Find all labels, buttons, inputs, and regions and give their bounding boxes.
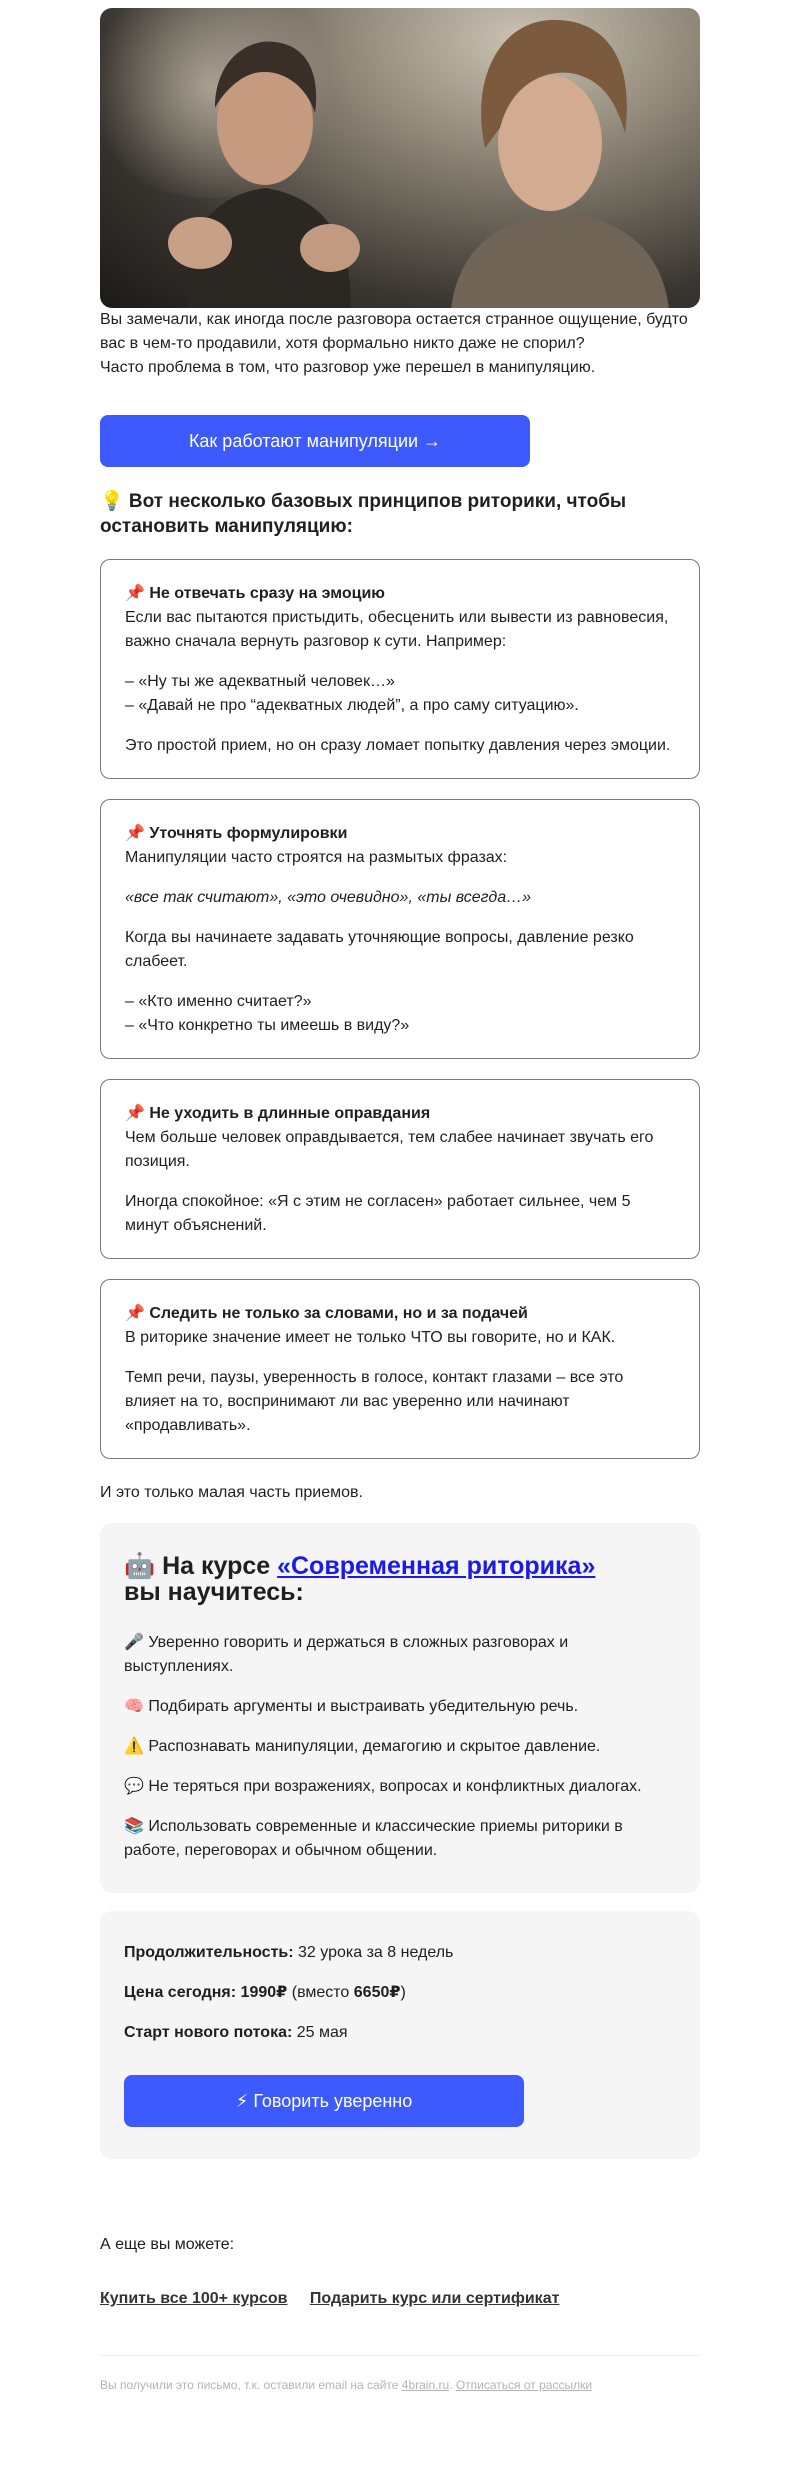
- small-part-text: И это только малая часть приемов.: [100, 1484, 363, 1501]
- course-heading: 🤖 На курсе «Современная риторика» вы научитесь:: [124, 1552, 596, 1606]
- principle-example: – «Ну ты же адекватный человек…» – «Давай не про “адекватных людей”, а про саму ситуацию».: [125, 673, 579, 714]
- intro-paragraph-2: Часто проблема в том, что разговор уже перешел в манипуляцию.: [100, 359, 596, 376]
- principle-title: 📌 Следить не только за словами, но и за подачей: [125, 1305, 528, 1322]
- price-line: Цена сегодня: 1990₽ (вместо 6650₽): [124, 1984, 406, 2001]
- buy-all-courses-link[interactable]: Купить все 100+ курсов: [100, 2290, 288, 2307]
- footer-text: Вы получили это письмо, т.к. оставили email на сайте 4brain.ru. Отписаться от рассылки: [100, 2378, 593, 2392]
- unsubscribe-link[interactable]: Отписаться от рассылки: [455, 2378, 593, 2392]
- hero-image: [100, 8, 700, 308]
- principle-text: Темп речи, паузы, уверенность в голосе, контакт глазами – все это влияет на то, воспринимают ли вас уверенно или начинают «продавливать».: [125, 1369, 624, 1434]
- principle-quote: «все так считают», «это очевидно», «ты всегда…»: [125, 889, 532, 906]
- principle-text: Чем больше человек оправдывается, тем слабее начинает звучать его позиция.: [125, 1129, 654, 1170]
- more-options-text: А еще вы можете:: [100, 2236, 235, 2253]
- how-manipulations-work-button[interactable]: Как работают манипуляции →: [100, 415, 530, 467]
- principle-card: [100, 1079, 700, 1259]
- pushpin-icon: 📌: [125, 1305, 145, 1322]
- benefit-item: 🎤 Уверенно говорить и держаться в сложных разговорах и выступлениях.: [124, 1634, 569, 1675]
- pushpin-icon: 📌: [125, 585, 145, 602]
- principle-text: Это простой прием, но он сразу ломает попытку давления через эмоции.: [125, 737, 671, 754]
- duration-line: Продолжительность: 32 урока за 8 недель: [124, 1944, 454, 1961]
- principle-text: Иногда спокойное: «Я с этим не согласен» работает сильнее, чем 5 минут объяснений.: [125, 1193, 631, 1234]
- footer-divider: [100, 2355, 700, 2356]
- pushpin-icon: 📌: [125, 1105, 145, 1122]
- start-line: Старт нового потока: 25 мая: [124, 2024, 348, 2041]
- gift-course-link[interactable]: Подарить курс или сертификат: [309, 2290, 560, 2307]
- more-links: [100, 2287, 700, 2311]
- principle-title: 📌 Не отвечать сразу на эмоцию: [125, 585, 385, 602]
- benefit-item: 📚 Использовать современные и классические приемы риторики в работе, переговорах и обычном общении.: [124, 1818, 623, 1859]
- principle-text: Если вас пытаются пристыдить, обесценить или вывести из равновесия, важно сначала вернуть разговор к сути. Например:: [125, 609, 669, 650]
- pushpin-icon: 📌: [125, 825, 145, 842]
- course-benefits-panel: [100, 1523, 700, 1893]
- principle-example: – «Кто именно считает?» – «Что конкретно ты имеешь в виду?»: [125, 993, 410, 1034]
- young-man-figure-image: [430, 8, 680, 308]
- principles-heading: 💡 Вот несколько базовых принципов риторики, чтобы остановить манипуляцию:: [100, 491, 627, 537]
- principle-text: Когда вы начинаете задавать уточняющие вопросы, давление резко слабеет.: [125, 929, 634, 970]
- benefit-item: ⚠️ Распознавать манипуляции, демагогию и скрытое давление.: [124, 1738, 601, 1755]
- principle-text: Манипуляции часто строятся на размытых фразах:: [125, 849, 508, 866]
- man-figure-image: [160, 28, 370, 308]
- principle-card: [100, 1279, 700, 1459]
- principle-title: 📌 Уточнять формулировки: [125, 825, 348, 842]
- site-link[interactable]: 4brain.ru: [401, 2378, 450, 2392]
- intro-paragraph: Вы замечали, как иногда после разговора остается странное ощущение, будто вас в чем-то продавили, хотя формально никто даже не спорил?: [100, 311, 688, 352]
- email-body: [100, 8, 700, 2394]
- principle-card: [100, 559, 700, 779]
- benefit-item: 🧠 Подбирать аргументы и выстраивать убедительную речь.: [124, 1698, 579, 1715]
- benefit-item: 💬 Не теряться при возражениях, вопросах и конфликтных диалогах.: [124, 1778, 642, 1795]
- principle-text: В риторике значение имеет не только ЧТО вы говорите, но и КАК.: [125, 1329, 616, 1346]
- principle-title: 📌 Не уходить в длинные оправдания: [125, 1105, 431, 1122]
- pricing-panel: [100, 1911, 700, 2159]
- course-link[interactable]: «Современная риторика»: [277, 1552, 596, 1580]
- speak-confidently-button[interactable]: ⚡ Говорить уверенно: [124, 2075, 524, 2127]
- principle-card: [100, 799, 700, 1059]
